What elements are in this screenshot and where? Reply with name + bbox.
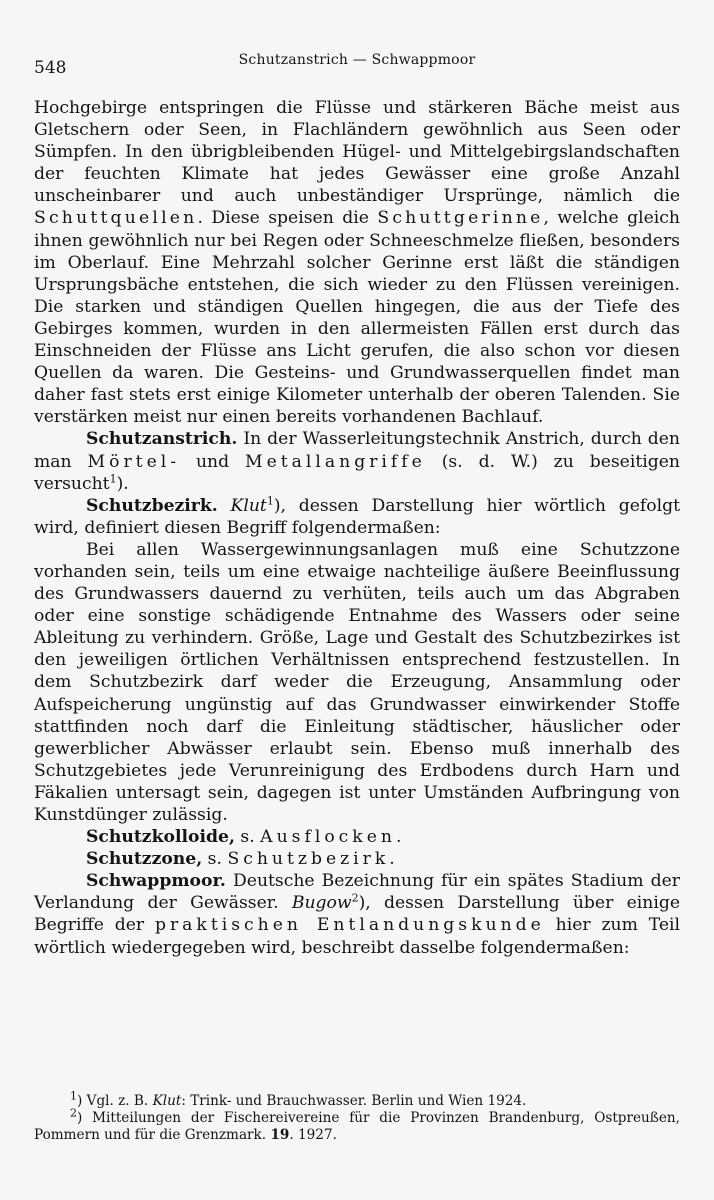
footnotes: [34, 1089, 680, 1144]
cross-reference: Schutzbezirk: [227, 849, 390, 870]
entry-term: Schutzanstrich.: [86, 429, 238, 450]
spaced-term: Metallangriffe: [244, 451, 426, 472]
footnote-ref: 1: [266, 493, 274, 507]
spaced-term: Schuttquellen: [34, 208, 198, 229]
spaced-term: Mörtel-: [87, 451, 181, 472]
footnote-ref: 2: [351, 891, 359, 905]
entry-term: Schutzkolloide,: [86, 827, 235, 848]
entry-schutzzone: Schutzzone, s. Schutzbezirk.: [86, 849, 395, 870]
page-number: 548: [34, 58, 67, 78]
footnote-2: $^2$) Mitteilungen der Fischereivereine für die Provinzen Brandenburg, Ostpreußen, Pommern und für die Grenzmark. 19. 1927.: [34, 1106, 680, 1143]
volume-number: 19: [270, 1127, 290, 1143]
entry-term: Schutzbezirk.: [86, 495, 218, 516]
author-name: Klut: [152, 1093, 182, 1109]
footnote-ref: 1: [109, 471, 117, 485]
entry-term: Schutzzone,: [86, 849, 203, 870]
body-text: [34, 97, 680, 959]
entry-schwappmoor: Schwappmoor. Deutsche Bezeichnung für ein spätes Stadium der Verlandung der Gewässer. Bugow$^2$), dessen Darstellung über einige Begriffe der praktischen Entlandungskunde hier zum Teil wörtlich wiedergegeben wird, beschreibt dasselbe folgendermaßen:: [34, 871, 681, 958]
author-name: Klut: [230, 495, 267, 516]
footnote-marker: 2: [70, 1106, 77, 1120]
page-header: [34, 52, 680, 76]
entry-schutzanstrich: Schutzanstrich. In der Wasserleitungstechnik Anstrich, durch den man Mörtel- und Metallangriffe (s. d. W.) zu beseitigen versucht$^1$).: [34, 429, 680, 494]
entry-schutzbezirk: Schutzbezirk. Klut$^1$), dessen Darstellung hier wörtlich gefolgt wird, definiert diesen Begriff folgendermaßen:: [34, 493, 680, 538]
cross-reference: Ausflocken: [260, 827, 396, 848]
footnote-1: $^1$) Vgl. z. B. Klut: Trink- und Brauchwasser. Berlin und Wien 1924.: [70, 1089, 527, 1109]
footnote-marker: 1: [70, 1089, 77, 1103]
author-name: Bugow: [291, 893, 352, 914]
quoted-definition: Bei allen Wassergewinnungsanlagen muß eine Schutzzone vorhanden sein, teils um eine etwaige nachteilige äußere Beeinflussung des Grundwassers dauernd zu verhüten, teils auch um das Abgraben oder eine sonstige schädigende Entnahme des Wassers oder seine Ableitung zu verhindern. Größe, Lage und Gestalt des Schutzbezirkes ist den jeweiligen örtlichen Verhältnissen entsprechend festzustellen. In dem Schutzbezirk darf weder die Erzeugung, Ansammlung oder Aufspeicherung ungünstig auf das Grundwasser einwirkender Stoffe stattfinden noch darf die Einleitung städtischer, häuslicher oder gewerblicher Abwässer erlaubt sein. Ebenso muß innerhalb des Schutzgebietes jede Verunreinigung des Erdbodens durch Harn und Fäkalien untersagt sein, dagegen ist unter Umständen Aufbringung von Kunstdünger zulässig.: [34, 539, 680, 825]
entry-term: Schwappmoor.: [86, 871, 226, 892]
spaced-term: praktischen Entlandungskunde: [154, 915, 545, 936]
paragraph-continuation: Hochgebirge entspringen die Flüsse und stärkeren Bäche meist aus Gletschern oder Seen, in Flachländern gewöhnlich aus Seen oder Sümpfen. In den übrigbleibenden Hügel- und Mittelgebirgslandschaften der feuchten Klimate hat jedes Gewässer eine große Anzahl unscheinbarer und auch unbeständiger Ursprünge, nämlich die Schuttquellen. Diese speisen die Schuttgerinne, welche gleich ihnen gewöhnlich nur bei Regen oder Schneeschmelze fließen, besonders im Oberlauf. Eine Mehrzahl solcher Gerinne erst läßt die ständigen Ursprungsbäche entstehen, die sich wieder zu den Flüssen vereinigen. Die starken und ständigen Quellen hingegen, die aus der Tiefe des Gebirges kommen, wurden in den allermeisten Fällen erst durch das Einschneiden der Flüsse ans Licht gerufen, die also schon vor diesen Quellen da waren. Die Gesteins- und Grundwasserquellen findet man daher fast stets erst einige Kilometer unterhalb der oberen Talenden. Sie verstärken meist nur einen bereits vorhandenen Bachlauf.: [34, 98, 680, 428]
running-head: Schutzanstrich — Schwappmoor: [238, 52, 476, 68]
spaced-term: Schuttgerinne: [377, 208, 544, 229]
entry-schutzkolloide: Schutzkolloide, s. Ausflocken.: [86, 827, 402, 848]
